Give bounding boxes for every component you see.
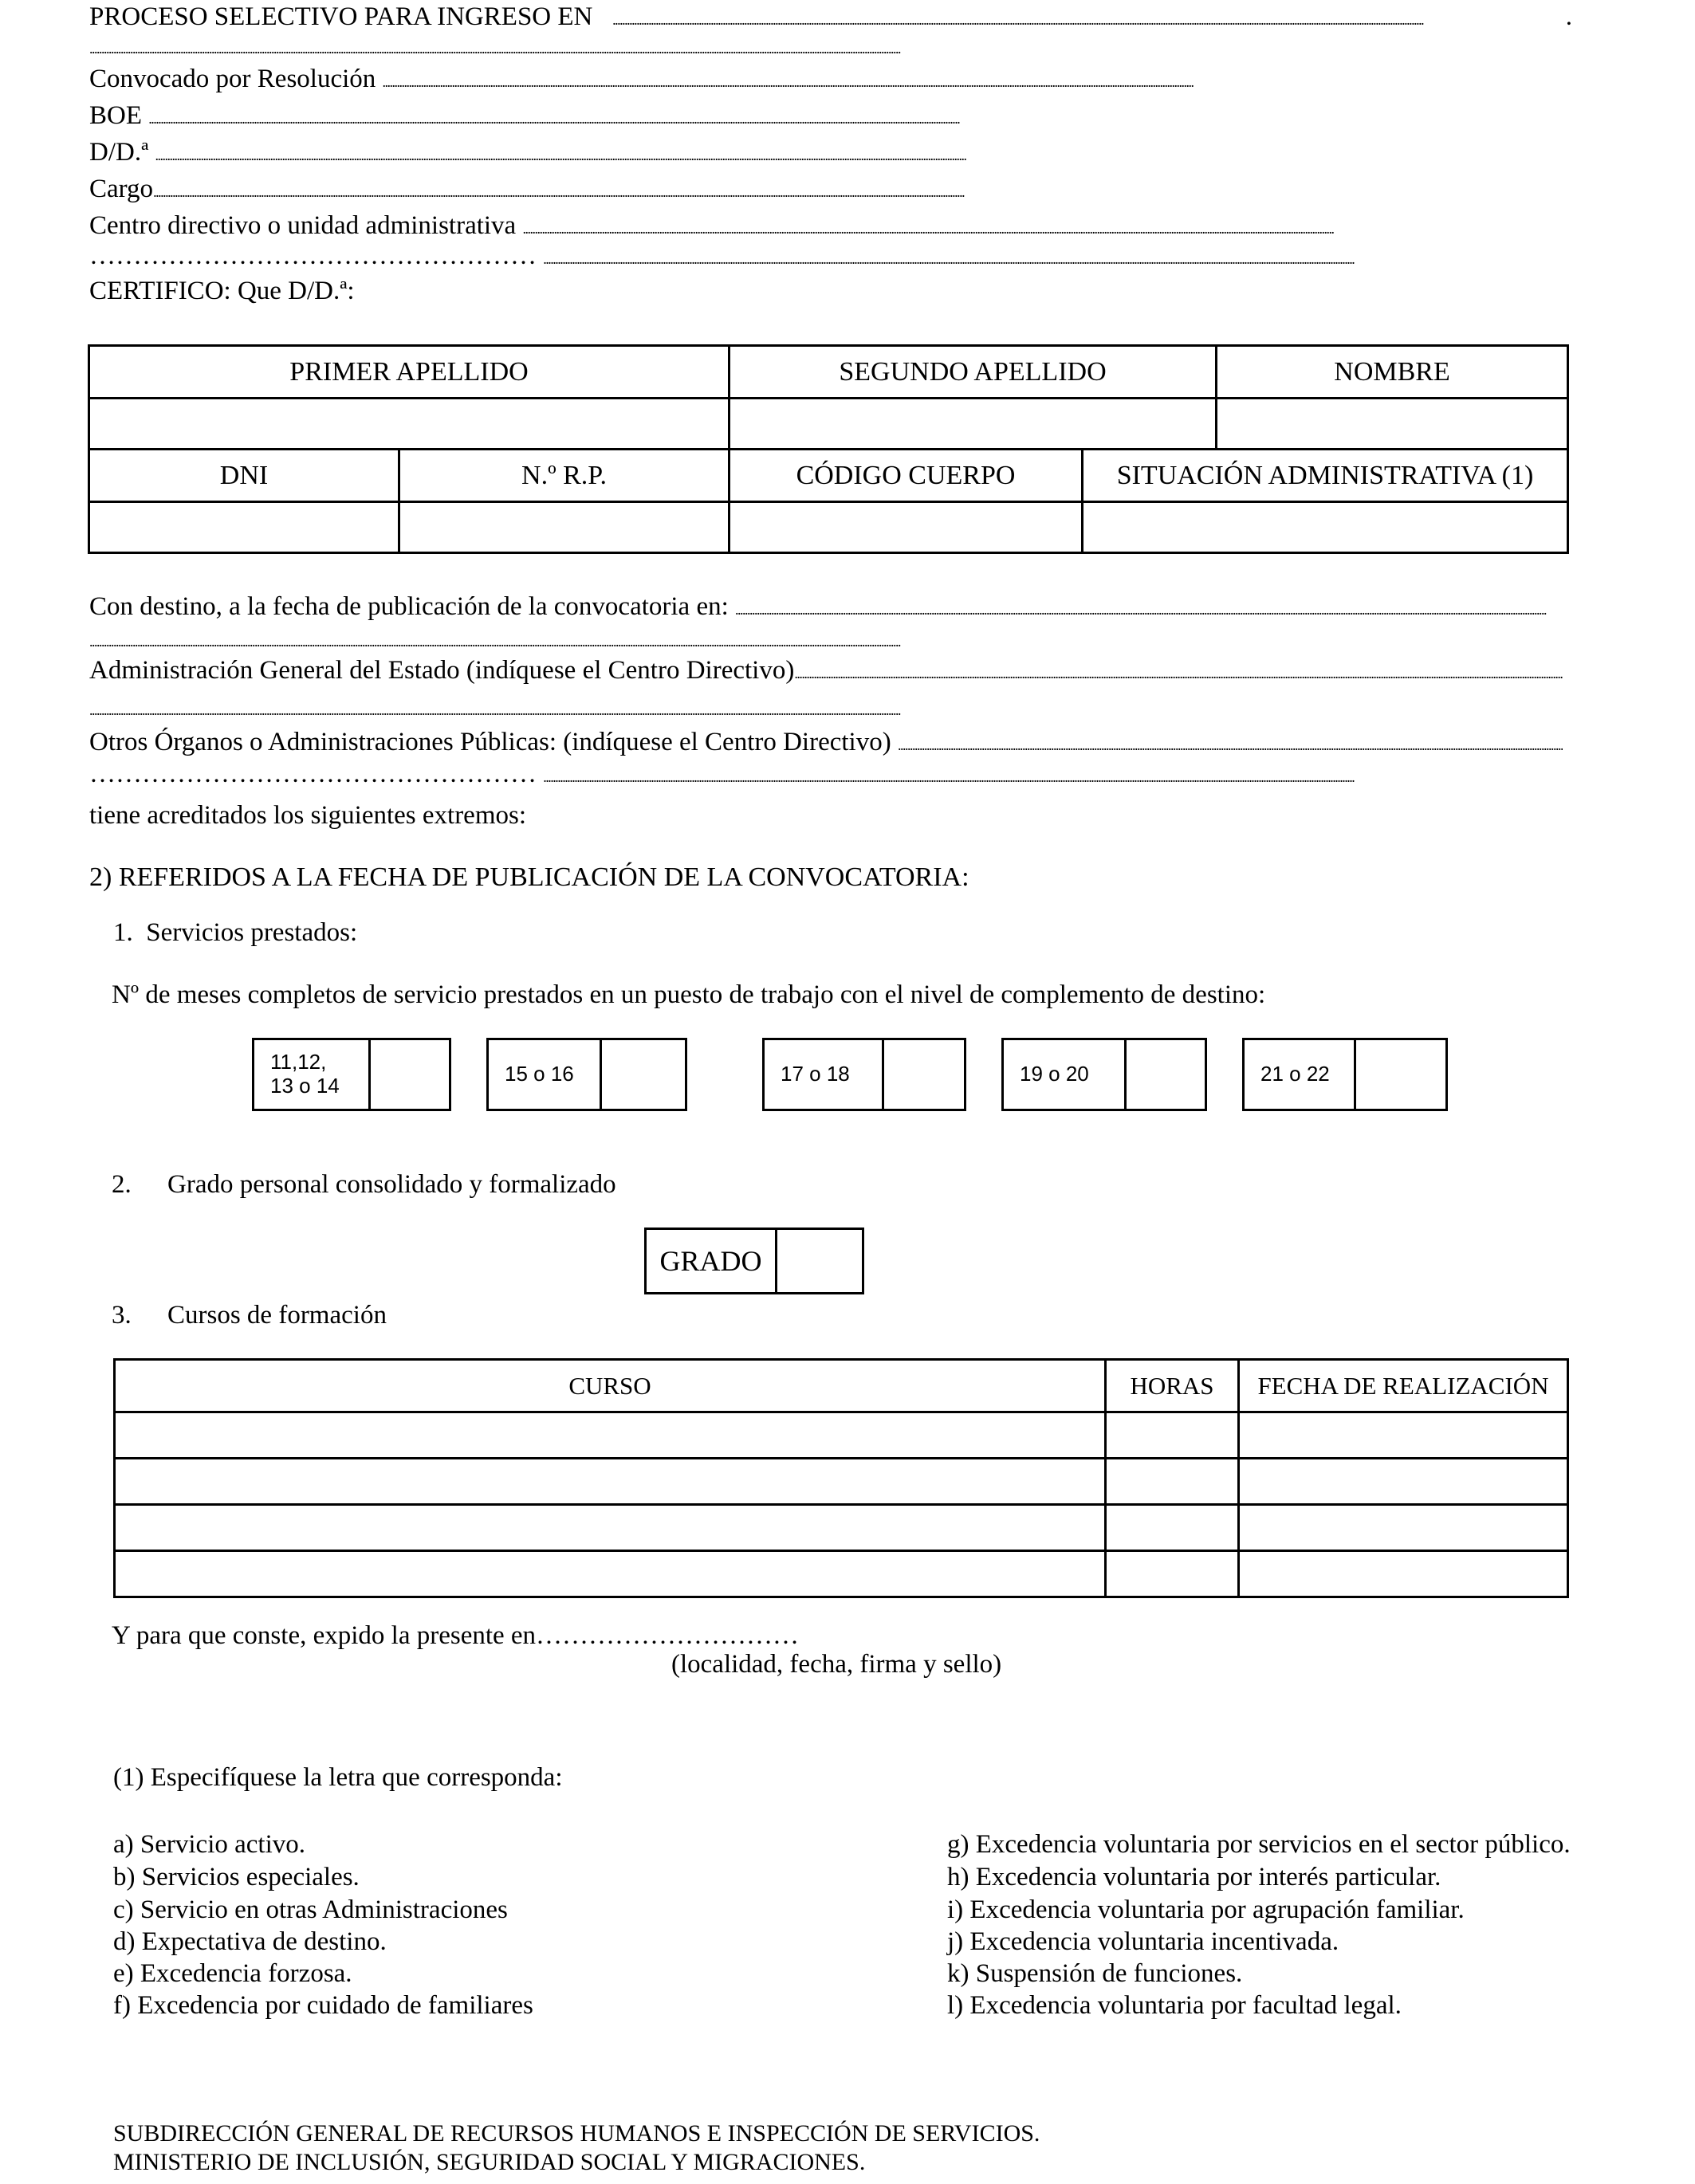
grado-label: GRADO	[647, 1230, 777, 1292]
boe-fill[interactable]	[148, 101, 1563, 131]
footnote-left-a: a) Servicio activo.	[113, 1830, 305, 1859]
item3-num: 3.	[112, 1301, 132, 1330]
con-destino-label: Con destino, a la fecha de publicación de la convocatoria en:	[89, 592, 729, 621]
personal-table-2	[88, 448, 1569, 554]
cell-horas[interactable]	[1106, 1459, 1239, 1505]
cell-fecha[interactable]	[1239, 1412, 1568, 1459]
personal-table-1	[88, 344, 1569, 450]
cell-horas[interactable]	[1106, 1412, 1239, 1459]
otros-fill-2[interactable]	[543, 760, 1563, 789]
meses-text: Nº de meses completos de servicio prestados en un puesto de trabajo con el nivel de complemento de destino:	[112, 980, 1266, 1009]
nivel-label-19-20: 19 o 20	[1004, 1040, 1127, 1109]
footnote-left-c: c) Servicio en otras Administraciones	[113, 1895, 508, 1924]
org-line-2: MINISTERIO DE INCLUSIÓN, SEGURIDAD SOCIAL Y MIGRACIONES.	[113, 2149, 866, 2175]
nivel-value-11-14[interactable]	[371, 1040, 449, 1109]
convocado-line	[89, 62, 1563, 94]
cargo-line	[89, 172, 1563, 204]
dd-fill[interactable]	[155, 138, 1563, 167]
item1-servicios: 1. Servicios prestados:	[113, 918, 358, 947]
footnote-left-f: f) Excedencia por cuidado de familiares	[113, 1991, 533, 2020]
age-label: Administración General del Estado (indíquese el Centro Directivo)	[89, 656, 795, 685]
centro-fill-2[interactable]	[543, 242, 1563, 271]
header-nombre: NOMBRE	[1217, 346, 1568, 399]
boe-line	[89, 99, 1563, 131]
cell-codigo-cuerpo[interactable]	[730, 502, 1083, 553]
proceso-tail: .	[1559, 2, 1572, 31]
cell-nrp[interactable]	[399, 502, 730, 553]
proceso-continuation[interactable]	[89, 29, 1563, 61]
cell-dni[interactable]	[89, 502, 399, 553]
header-horas: HORAS	[1106, 1360, 1239, 1412]
nivel-value-15-16[interactable]	[602, 1040, 685, 1109]
centro-label: Centro directivo o unidad administrativa	[89, 211, 517, 240]
nivel-box-15-16	[486, 1038, 687, 1111]
con-destino-fill[interactable]	[735, 592, 1563, 622]
nivel-label-15-16: 15 o 16	[489, 1040, 602, 1109]
header-segundo-apellido: SEGUNDO APELLIDO	[730, 346, 1217, 399]
cell-curso[interactable]	[115, 1459, 1106, 1505]
centro-ellipsis: ……………………………………………	[89, 242, 537, 270]
org-line-1: SUBDIRECCIÓN GENERAL DE RECURSOS HUMANOS E INSPECCIÓN DE SERVICIOS.	[113, 2120, 1040, 2147]
footnote-left-d: d) Expectativa de destino.	[113, 1927, 387, 1956]
nivel-value-21-22[interactable]	[1356, 1040, 1445, 1109]
footnote-right-k: k) Suspensión de funciones.	[947, 1959, 1243, 1988]
tiene-line	[89, 799, 1563, 831]
footnote-title: (1) Especifíquese la letra que corresponda:	[113, 1763, 563, 1792]
cell-fecha[interactable]	[1239, 1459, 1568, 1505]
nivel-label-21-22: 21 o 22	[1245, 1040, 1356, 1109]
otros-ellipsis: ……………………………………………	[89, 760, 537, 788]
item2-text: Grado personal consolidado y formalizado	[167, 1170, 616, 1199]
cell-fecha[interactable]	[1239, 1551, 1568, 1597]
cell-curso[interactable]	[115, 1505, 1106, 1551]
cell-fecha[interactable]	[1239, 1505, 1568, 1551]
nivel-box-21-22	[1242, 1038, 1448, 1111]
cargo-fill[interactable]	[153, 175, 1563, 204]
footnote-left-b: b) Servicios especiales.	[113, 1863, 360, 1891]
header-curso: CURSO	[115, 1360, 1106, 1412]
table-row	[115, 1551, 1568, 1597]
cell-nombre[interactable]	[1217, 399, 1568, 450]
item2-num: 2.	[112, 1170, 132, 1199]
cell-curso[interactable]	[115, 1412, 1106, 1459]
dd-line	[89, 136, 1563, 167]
nivel-value-17-18[interactable]	[884, 1040, 964, 1109]
age-line	[89, 654, 1563, 685]
con-destino-line	[89, 590, 1563, 622]
centro-continuation	[89, 239, 1563, 271]
footnote-right-l: l) Excedencia voluntaria por facultad legal.	[947, 1991, 1402, 2020]
table-row	[115, 1505, 1568, 1551]
nivel-label-11-14: 11,12, 13 o 14	[254, 1040, 371, 1109]
otros-label: Otros Órganos o Administraciones Públicas: (indíquese el Centro Directivo)	[89, 728, 891, 756]
cell-primer-apellido[interactable]	[89, 399, 730, 450]
localidad-hint: (localidad, fecha, firma y sello)	[671, 1650, 1002, 1679]
otros-fill[interactable]	[898, 728, 1563, 757]
cell-horas[interactable]	[1106, 1505, 1239, 1551]
certifico-line	[89, 274, 1563, 306]
header-fecha-realizacion: FECHA DE REALIZACIÓN	[1239, 1360, 1568, 1412]
nivel-value-19-20[interactable]	[1127, 1040, 1205, 1109]
header-situacion-administrativa: SITUACIÓN ADMINISTRATIVA (1)	[1083, 450, 1568, 502]
expido-text: Y para que conste, expido la presente en…………………………	[112, 1621, 800, 1650]
cell-horas[interactable]	[1106, 1551, 1239, 1597]
table-row	[115, 1412, 1568, 1459]
convocado-label: Convocado por Resolución	[89, 65, 376, 93]
convocado-fill[interactable]	[383, 65, 1563, 94]
cargo-label: Cargo	[89, 175, 154, 203]
header-nrp: N.º R.P.	[399, 450, 730, 502]
footnote-right-j: j) Excedencia voluntaria incentivada.	[947, 1927, 1339, 1956]
centro-fill[interactable]	[522, 211, 1563, 241]
section2-title: 2) REFERIDOS A LA FECHA DE PUBLICACIÓN DE LA CONVOCATORIA:	[89, 862, 969, 892]
proceso-fill[interactable]	[612, 2, 1559, 32]
footnote-right-h: h) Excedencia voluntaria por interés particular.	[947, 1863, 1441, 1891]
nivel-label-17-18: 17 o 18	[765, 1040, 884, 1109]
age-continuation[interactable]	[89, 690, 1563, 722]
footnote-right-i: i) Excedencia voluntaria por agrupación familiar.	[947, 1895, 1465, 1924]
cell-segundo-apellido[interactable]	[730, 399, 1217, 450]
footnote-left-e: e) Excedencia forzosa.	[113, 1959, 352, 1988]
centro-line	[89, 209, 1563, 241]
certifico-label: CERTIFICO: Que D/D.ª:	[89, 277, 355, 305]
cell-curso[interactable]	[115, 1551, 1106, 1597]
boe-label: BOE	[89, 101, 142, 130]
nivel-box-11-14	[252, 1038, 451, 1111]
otros-continuation	[89, 757, 1563, 789]
cursos-table	[113, 1358, 1569, 1598]
footnote-right-g: g) Excedencia voluntaria por servicios en el sector público.	[947, 1830, 1571, 1859]
table-row	[115, 1459, 1568, 1505]
proceso-label: PROCESO SELECTIVO PARA INGRESO EN	[89, 2, 593, 31]
con-destino-continuation[interactable]	[89, 622, 1563, 654]
cell-situacion-administrativa[interactable]	[1083, 502, 1568, 553]
header-primer-apellido: PRIMER APELLIDO	[89, 346, 730, 399]
age-fill[interactable]	[794, 656, 1563, 685]
proceso-line	[89, 0, 1572, 32]
grado-box	[644, 1228, 864, 1294]
item3-text: Cursos de formación	[167, 1301, 387, 1330]
header-codigo-cuerpo: CÓDIGO CUERPO	[730, 450, 1083, 502]
nivel-box-17-18	[762, 1038, 966, 1111]
nivel-box-19-20	[1001, 1038, 1207, 1111]
dd-label: D/D.ª	[89, 138, 149, 167]
tiene-label: tiene acreditados los siguientes extremos:	[89, 801, 527, 830]
header-dni: DNI	[89, 450, 399, 502]
otros-line	[89, 725, 1563, 757]
